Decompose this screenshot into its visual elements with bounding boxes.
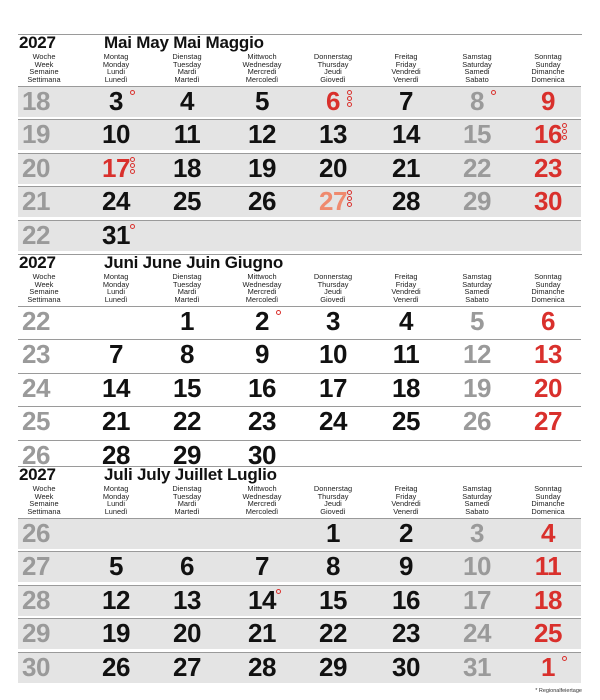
holiday-marker [130,224,136,230]
weekday-label [376,485,436,516]
weekday-label-line: Montag [103,272,129,281]
month-header [0,466,600,518]
weekday-label-line: Mercredi [247,499,277,509]
day-cell[interactable]: 18 [173,152,201,183]
weekday-label-line: Woche [32,272,56,281]
week-label [14,485,74,516]
weekday-label-line: Samedi [464,67,490,77]
week-number: 23 [22,339,50,370]
holiday-dot-icon [130,90,135,95]
weekday-label-line: Freitag [394,272,418,281]
weekday-label-line: Lundi [106,499,126,509]
day-cell[interactable]: 1 [326,518,340,548]
weekday-label-line: Vendredi [391,67,421,77]
day-cell[interactable]: 8 [470,86,484,116]
day-cell[interactable]: 17 [102,152,130,183]
day-cell[interactable]: 23 [248,406,276,437]
day-cell[interactable]: 3 [470,518,484,548]
day-cell[interactable]: 24 [463,618,491,649]
weekday-label-line: Thursday [317,59,349,69]
weekday-label-line: Giovedì [320,507,346,517]
day-cell[interactable]: 15 [319,584,347,615]
day-cell[interactable]: 23 [392,618,420,649]
day-cell[interactable]: 5 [470,306,484,336]
day-cell[interactable]: 11 [173,119,201,150]
day-cell[interactable]: 5 [109,551,123,582]
day-cell[interactable]: 13 [534,339,562,370]
day-cell[interactable]: 12 [102,584,130,615]
year-label: 2027 [19,33,56,52]
weekday-label-line: Mercredi [247,67,277,77]
day-cell[interactable]: 20 [319,152,347,183]
week-row [18,551,581,582]
footnote: * Regionalfeiertage [535,688,582,694]
holiday-dot-icon [130,163,135,168]
day-cell[interactable]: 20 [173,618,201,649]
day-cell[interactable]: 8 [180,339,194,370]
holiday-dot-icon [130,224,135,229]
holiday-marker [562,123,568,141]
day-cell[interactable]: 2 [399,518,413,548]
weekday-label-line: Samedi [464,287,490,297]
week-row [18,86,581,117]
weekday-label-line: Lundi [106,287,126,297]
weekday-label-line: Lunedì [104,507,128,517]
day-cell[interactable]: 10 [463,551,491,582]
weekday-label [447,273,507,304]
day-cell[interactable]: 29 [319,651,347,682]
weekday-label [447,485,507,516]
weekday-label-line: Wednesday [242,59,282,69]
day-cell[interactable]: 29 [173,439,201,470]
weekday-label-line: Week [34,491,54,501]
weekday-label [232,485,292,516]
holiday-marker [347,90,353,108]
day-cell[interactable]: 1 [541,651,555,682]
weekday-label-line: Samstag [462,52,492,61]
weekday-label-line: Sabato [465,507,489,517]
day-cell[interactable]: 24 [319,406,347,437]
holiday-dot-icon [347,90,352,95]
holiday-marker [562,656,568,662]
weekday-label-line: Mittwoch [247,272,277,281]
holiday-dot-icon [347,96,352,101]
day-cell[interactable]: 26 [463,406,491,437]
day-cell[interactable]: 22 [173,406,201,437]
day-cell[interactable]: 22 [319,618,347,649]
weekday-label-line: Montag [103,52,129,61]
day-cell[interactable]: 14 [392,119,420,150]
year-label: 2027 [19,253,56,272]
weekday-label-line: Week [34,279,54,289]
week-label [14,53,74,84]
day-cell[interactable]: 9 [399,551,413,582]
week-row [18,119,581,150]
day-cell[interactable]: 8 [326,551,340,582]
day-cell[interactable]: 31 [463,651,491,682]
holiday-marker [276,310,282,316]
weekday-label [232,273,292,304]
weekday-label-line: Semaine [29,499,59,509]
weekday-label-line: Vendredi [391,287,421,297]
weekday-label-line: Friday [395,491,417,501]
weekday-label [232,53,292,84]
weekday-label-line: Thursday [317,491,349,501]
day-cell[interactable]: 25 [173,186,201,217]
weekday-label-line: Mercredi [247,287,277,297]
weekday-label-line: Giovedì [320,75,346,85]
week-number: 19 [22,119,50,150]
weekday-label-line: Dimanche [531,67,565,77]
day-cell[interactable]: 24 [102,186,130,217]
weekday-label-line: Jeudi [324,499,342,509]
day-cell[interactable]: 30 [534,186,562,217]
weekday-label [157,273,217,304]
day-cell[interactable]: 2 [255,306,269,336]
weekday-label-line: Friday [395,59,417,69]
weekday-label-line: Thursday [317,279,349,289]
weekday-label-line: Monday [102,491,130,501]
weekday-label-line: Mercoledì [245,507,279,517]
weekday-label [86,273,146,304]
weekday-label-line: Lunedì [104,295,128,305]
day-cell[interactable]: 15 [173,372,201,403]
day-cell[interactable]: 30 [248,439,276,470]
weekday-label-line: Dienstag [172,484,202,493]
month-header [0,34,600,86]
day-cell[interactable]: 16 [534,119,562,150]
weekday-label-line: Semaine [29,67,59,77]
day-cell[interactable]: 15 [463,119,491,150]
month-block [0,466,600,685]
day-cell[interactable]: 19 [463,372,491,403]
weekday-label-line: Mardi [177,287,197,297]
weekday-label [518,485,578,516]
week-number: 26 [22,518,50,548]
weekday-label-line: Monday [102,59,130,69]
weekday-label-line: Sabato [465,75,489,85]
weekday-label-line: Lunedì [104,75,128,85]
day-cell[interactable]: 7 [399,86,413,116]
day-cell[interactable]: 27 [173,651,201,682]
day-cell[interactable]: 3 [326,306,340,336]
holiday-dot-icon [347,102,352,107]
week-number: 22 [22,219,50,250]
weekday-label-line: Saturday [462,59,492,69]
weekday-label-line: Domenica [531,75,565,85]
weekday-label-line: Wednesday [242,491,282,501]
weekday-label-line: Vendredi [391,499,421,509]
month-block [0,34,600,253]
weekday-label-line: Jeudi [324,67,342,77]
day-cell[interactable]: 13 [319,119,347,150]
weekday-label-line: Martedì [174,507,200,517]
weekday-label-line: Montag [103,484,129,493]
weekday-label-line: Mercoledì [245,75,279,85]
day-cell[interactable]: 12 [248,119,276,150]
weekday-label [376,53,436,84]
day-cell[interactable]: 10 [102,119,130,150]
weekday-label-line: Donnerstag [313,272,353,281]
week-number: 26 [22,439,50,470]
weekday-label-line: Domenica [531,507,565,517]
day-cell[interactable]: 28 [102,439,130,470]
weekday-label-line: Sonntag [534,484,562,493]
day-cell[interactable]: 18 [392,372,420,403]
weekday-label-line: Week [34,59,54,69]
weekday-label-line: Donnerstag [313,484,353,493]
month-name: Juni June Juin Giugno [104,253,284,272]
weekday-label-line: Sunday [535,491,561,501]
day-cell[interactable]: 26 [102,651,130,682]
weekday-label-line: Wednesday [242,279,282,289]
day-cell[interactable]: 7 [109,339,123,370]
weekday-label-line: Settimana [27,75,61,85]
day-cell[interactable]: 23 [534,152,562,183]
weekday-label [157,53,217,84]
week-number: 24 [22,372,50,403]
week-row [18,339,581,370]
day-cell[interactable]: 3 [109,86,123,116]
weekday-label-line: Tuesday [172,491,202,501]
weekday-label [86,485,146,516]
weekday-label-line: Mittwoch [247,52,277,61]
weekday-label-line: Giovedì [320,295,346,305]
day-cell[interactable]: 6 [326,86,340,116]
holiday-dot-icon [562,129,567,134]
holiday-dot-icon [130,157,135,162]
week-number: 18 [22,86,50,116]
weekday-label-line: Donnerstag [313,52,353,61]
weekday-label-line: Sonntag [534,52,562,61]
weekday-label-line: Saturday [462,491,492,501]
day-cell[interactable]: 9 [541,86,555,116]
day-cell[interactable]: 16 [392,584,420,615]
day-cell[interactable]: 26 [248,186,276,217]
holiday-dot-icon [347,190,352,195]
day-cell[interactable]: 6 [541,306,555,336]
weekday-label [376,273,436,304]
day-cell[interactable]: 27 [534,406,562,437]
day-cell[interactable]: 31 [102,219,130,250]
week-row [18,618,581,649]
day-cell[interactable]: 7 [255,551,269,582]
week-row [18,652,581,683]
day-cell[interactable]: 19 [248,152,276,183]
day-cell[interactable]: 9 [255,339,269,370]
weekday-label-line: Woche [32,484,56,493]
weekday-label-line: Sunday [535,279,561,289]
day-cell[interactable]: 13 [173,584,201,615]
day-cell[interactable]: 16 [248,372,276,403]
week-row [18,518,581,549]
month-block [0,254,600,473]
weekday-label-line: Freitag [394,484,418,493]
day-cell[interactable]: 1 [180,306,194,336]
week-number: 22 [22,306,50,336]
weekday-label-line: Samstag [462,484,492,493]
weekday-label-line: Martedì [174,295,200,305]
week-label [14,273,74,304]
week-row [18,585,581,616]
day-cell[interactable]: 17 [319,372,347,403]
day-cell[interactable]: 30 [392,651,420,682]
weekday-label-line: Sunday [535,59,561,69]
week-number: 25 [22,406,50,437]
weekday-label-line: Monday [102,279,130,289]
day-cell[interactable]: 4 [180,86,194,116]
day-cell[interactable]: 20 [534,372,562,403]
weekday-label-line: Sonntag [534,272,562,281]
weekday-label [157,485,217,516]
day-cell[interactable]: 28 [392,186,420,217]
weekday-label-line: Mardi [177,499,197,509]
day-cell[interactable]: 27 [319,186,347,217]
holiday-marker [276,589,282,595]
day-cell[interactable]: 21 [248,618,276,649]
month-header [0,254,600,306]
holiday-dot-icon [130,169,135,174]
day-cell[interactable]: 4 [399,306,413,336]
week-number: 30 [22,651,50,682]
weekday-label-line: Mercoledì [245,295,279,305]
weekday-label-line: Martedì [174,75,200,85]
week-row [18,373,581,404]
weekday-label-line: Lundi [106,67,126,77]
weekday-label-line: Samedi [464,499,490,509]
weekday-label-line: Settimana [27,507,61,517]
weekday-label [518,53,578,84]
holiday-marker [130,90,136,96]
day-cell[interactable]: 21 [392,152,420,183]
weekday-label-line: Mittwoch [247,484,277,493]
day-cell[interactable]: 14 [102,372,130,403]
weekday-label-line: Sabato [465,295,489,305]
holiday-dot-icon [491,90,496,95]
weekday-label-line: Settimana [27,295,61,305]
holiday-dot-icon [562,656,567,661]
weekday-label-line: Domenica [531,295,565,305]
weekday-label-line: Tuesday [172,59,202,69]
week-number: 28 [22,584,50,615]
month-name: Mai May Mai Maggio [104,33,264,52]
weekday-label [447,53,507,84]
holiday-dot-icon [562,135,567,140]
weekday-label [303,485,363,516]
weekday-label-line: Venerdì [393,75,419,85]
day-cell[interactable]: 28 [248,651,276,682]
weekday-label-line: Dienstag [172,272,202,281]
holiday-dot-icon [276,310,281,315]
day-cell[interactable]: 4 [541,518,555,548]
weekday-label-line: Semaine [29,287,59,297]
weekday-label [303,273,363,304]
day-cell[interactable]: 21 [102,406,130,437]
week-row [18,186,581,217]
week-number: 21 [22,186,50,217]
holiday-dot-icon [347,196,352,201]
day-cell[interactable]: 17 [463,584,491,615]
week-number: 20 [22,152,50,183]
holiday-marker [130,157,136,175]
day-cell[interactable]: 12 [463,339,491,370]
weekday-label-line: Samstag [462,272,492,281]
holiday-marker [347,190,353,208]
week-row [18,306,581,337]
day-cell[interactable]: 5 [255,86,269,116]
weekday-label-line: Tuesday [172,279,202,289]
day-cell[interactable]: 19 [102,618,130,649]
day-cell[interactable]: 22 [463,152,491,183]
week-number: 29 [22,618,50,649]
weekday-label-line: Dimanche [531,287,565,297]
holiday-marker [491,90,497,96]
year-label: 2027 [19,465,56,484]
weekday-label [518,273,578,304]
day-cell[interactable]: 11 [392,339,420,370]
holiday-dot-icon [562,123,567,128]
day-cell[interactable]: 11 [534,551,562,582]
holiday-dot-icon [347,202,352,207]
weekday-label-line: Dienstag [172,52,202,61]
weekday-label-line: Venerdì [393,295,419,305]
weekday-label-line: Saturday [462,279,492,289]
holiday-dot-icon [276,589,281,594]
day-cell[interactable]: 10 [319,339,347,370]
day-cell[interactable]: 25 [392,406,420,437]
weekday-label [303,53,363,84]
day-cell[interactable]: 14 [248,584,276,615]
week-row [18,406,581,437]
weekday-label-line: Mardi [177,67,197,77]
week-row [18,220,581,251]
day-cell[interactable]: 6 [180,551,194,582]
day-cell[interactable]: 29 [463,186,491,217]
day-cell[interactable]: 18 [534,584,562,615]
weekday-label-line: Jeudi [324,287,342,297]
weekday-label-line: Freitag [394,52,418,61]
week-number: 27 [22,551,50,582]
weekday-label-line: Venerdì [393,507,419,517]
weekday-label-line: Friday [395,279,417,289]
week-row [18,153,581,184]
weekday-label-line: Woche [32,52,56,61]
day-cell[interactable]: 25 [534,618,562,649]
weekday-label [86,53,146,84]
month-name: Juli July Juillet Luglio [104,465,277,484]
weekday-label-line: Dimanche [531,499,565,509]
